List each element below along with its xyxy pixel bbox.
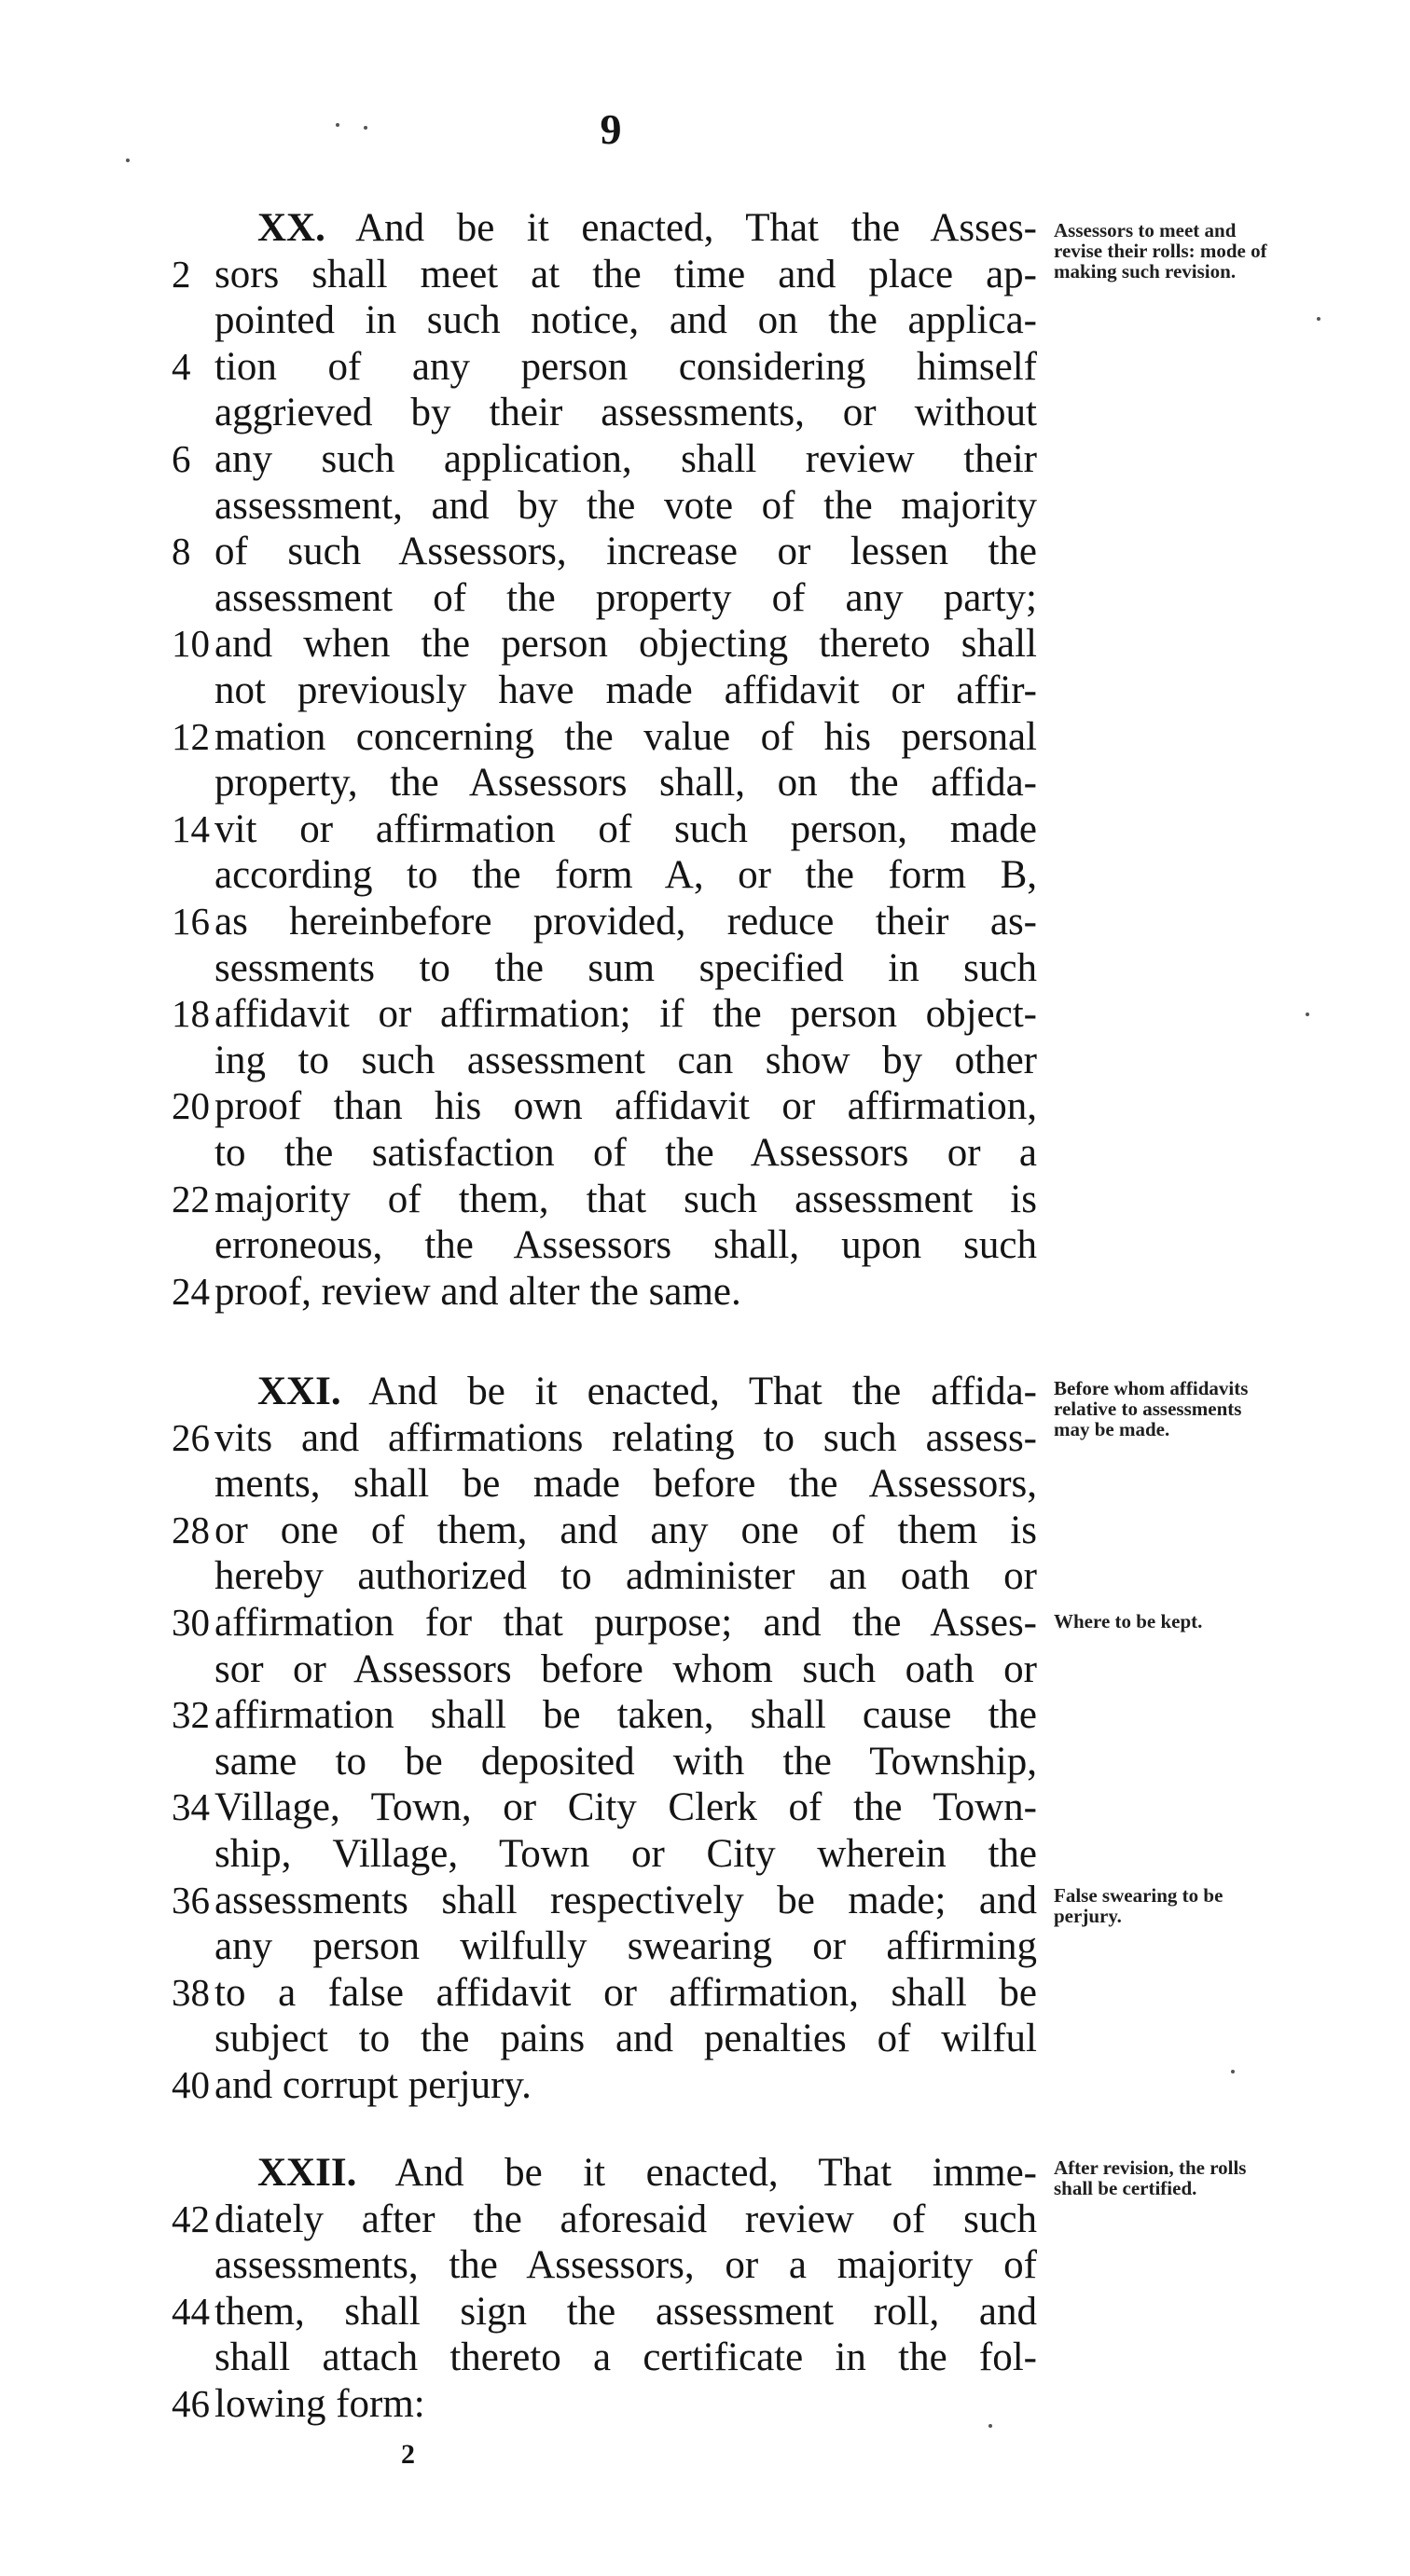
line-text: and corrupt perjury.	[214, 2063, 532, 2107]
text-line	[0, 1970, 1410, 2017]
line-text: shall attach thereto a certificate in the fol-	[214, 2335, 1037, 2380]
line-text: as hereinbefore provided, reduce their as-	[214, 900, 1037, 944]
line-text: affirmation shall be taken, shall cause the	[214, 1693, 1037, 1738]
section-opening-line	[257, 205, 1037, 252]
print-speck	[1317, 317, 1320, 321]
signature-mark: 2	[401, 2439, 415, 2470]
line-text: Village, Town, or City Clerk of the Town-	[214, 1785, 1037, 1830]
line-number: 4	[172, 344, 191, 388]
line-text: ments, shall be made before the Assessors,	[214, 1462, 1037, 1507]
line-text: proof, review and alter the same.	[214, 1269, 741, 1314]
line-text: same to be deposited with the Township,	[214, 1739, 1037, 1784]
text-line	[0, 852, 1410, 899]
print-speck	[336, 123, 339, 127]
text-line	[0, 1177, 1410, 1223]
line-number: 26	[172, 1415, 210, 1459]
line-number: 22	[172, 1177, 210, 1220]
line-text: sessments to the sum specified in such	[214, 945, 1037, 990]
text-line	[0, 2242, 1410, 2289]
margin-note-perjury: False swearing to be perjury.	[1054, 1884, 1223, 1927]
text-line	[0, 1831, 1410, 1878]
line-text: property, the Assessors shall, on the affida-	[214, 761, 1037, 806]
line-number: 38	[172, 1970, 210, 2014]
text-line	[0, 390, 1410, 436]
line-text: And be it enacted, That the Asses-	[325, 206, 1037, 250]
text-line	[0, 2335, 1410, 2381]
line-text: sor or Assessors before whom such oath or	[214, 1646, 1037, 1691]
line-text: And be it enacted, That imme-	[356, 2151, 1037, 2195]
text-line	[0, 1038, 1410, 1084]
margin-note-section-xxi: Before whom affidavits relative to assessments may be made.	[1054, 1377, 1249, 1440]
line-text: assessment of the property of any party;	[214, 575, 1037, 620]
line-number: 18	[172, 992, 210, 1036]
line-text: ship, Village, Town or City wherein the	[214, 1832, 1037, 1876]
text-line	[0, 1083, 1410, 1130]
print-speck	[988, 2424, 992, 2428]
line-text: pointed in such notice, and on the applica-	[214, 298, 1037, 343]
line-number: 14	[172, 806, 210, 850]
line-number: 12	[172, 714, 210, 758]
margin-note-where-kept: Where to be kept.	[1054, 1610, 1203, 1632]
line-text: diately after the aforesaid review of such	[214, 2197, 1037, 2241]
line-text: assessments shall respectively be made; and	[214, 1878, 1037, 1922]
line-text: And be it enacted, That the affida-	[340, 1370, 1037, 1413]
line-number: 32	[172, 1693, 210, 1737]
line-number: 40	[172, 2063, 210, 2106]
text-line	[0, 1461, 1410, 1508]
text-line	[0, 575, 1410, 622]
section-numeral: XXI.	[257, 1370, 341, 1413]
line-text: hereby authorized to administer an oath or	[214, 1554, 1037, 1599]
line-text: affidavit or affirmation; if the person object-	[214, 992, 1037, 1037]
text-line	[0, 2289, 1410, 2335]
line-text: aggrieved by their assessments, or without	[214, 391, 1037, 435]
text-line	[0, 1553, 1410, 1600]
line-number: 10	[172, 622, 210, 666]
text-line	[0, 899, 1410, 945]
text-line	[0, 1508, 1410, 1554]
text-line	[0, 714, 1410, 761]
text-line	[0, 1692, 1410, 1739]
text-line	[0, 1784, 1410, 1831]
line-text: lowing form:	[214, 2382, 425, 2426]
text-line	[0, 621, 1410, 668]
line-text: vits and affirmations relating to such assess-	[214, 1415, 1037, 1460]
section-opening-line	[257, 1369, 1037, 1415]
text-line	[0, 1739, 1410, 1785]
line-number: 16	[172, 900, 210, 943]
text-line	[0, 2062, 1410, 2109]
section-opening-line	[257, 2150, 1037, 2197]
line-text: according to the form A, or the form B,	[214, 853, 1037, 898]
line-text: erroneous, the Assessors shall, upon such	[214, 1223, 1037, 1268]
text-line	[0, 297, 1410, 344]
text-line	[0, 760, 1410, 806]
text-line	[0, 945, 1410, 992]
line-text: not previously have made affidavit or affir-	[214, 668, 1037, 712]
line-text: to a false affidavit or affirmation, shall be	[214, 1970, 1037, 2015]
line-number: 34	[172, 1785, 210, 1829]
text-line	[0, 483, 1410, 530]
section-numeral: XXII.	[257, 2151, 357, 2195]
print-speck	[126, 158, 130, 162]
page-number: 9	[600, 105, 622, 153]
line-number: 20	[172, 1084, 210, 1128]
line-number: 46	[172, 2382, 210, 2425]
line-text: any person wilfully swearing or affirming	[214, 1924, 1037, 1969]
line-number: 8	[172, 530, 191, 573]
line-text: any such application, shall review their	[214, 437, 1037, 481]
line-number: 28	[172, 1508, 210, 1551]
margin-note-section-xx: Assessors to meet and revise their rolls: mode of making such revision.	[1054, 219, 1267, 282]
text-line	[0, 2197, 1410, 2243]
text-line	[0, 991, 1410, 1038]
print-speck	[1231, 2070, 1235, 2073]
line-text: assessments, the Assessors, or a majority of	[214, 2243, 1037, 2288]
section-numeral: XX.	[257, 206, 325, 250]
text-line	[0, 529, 1410, 575]
text-line	[0, 1923, 1410, 1970]
line-number: 44	[172, 2289, 210, 2333]
text-line	[0, 2381, 1410, 2428]
text-line	[0, 344, 1410, 391]
text-line	[0, 436, 1410, 483]
line-text: subject to the pains and penalties of wilful	[214, 2017, 1037, 2061]
line-number: 24	[172, 1269, 210, 1313]
line-text: proof than his own affidavit or affirmation,	[214, 1084, 1037, 1129]
line-text: assessment, and by the vote of the majority	[214, 483, 1037, 528]
line-text: mation concerning the value of his personal	[214, 714, 1037, 759]
line-number: 2	[172, 252, 191, 296]
text-line	[0, 1222, 1410, 1269]
line-text: and when the person objecting thereto shall	[214, 622, 1037, 667]
line-text: affirmation for that purpose; and the Asses-	[214, 1601, 1037, 1645]
line-text: them, shall sign the assessment roll, and	[214, 2289, 1037, 2334]
margin-note-section-xxii: After revision, the rolls shall be certified.	[1054, 2156, 1247, 2199]
line-text: or one of them, and any one of them is	[214, 1508, 1037, 1552]
line-text: of such Assessors, increase or lessen the	[214, 530, 1037, 574]
print-speck	[364, 126, 367, 130]
line-number: 6	[172, 437, 191, 480]
line-text: majority of them, that such assessment is	[214, 1177, 1037, 1221]
text-line	[0, 806, 1410, 853]
line-number: 36	[172, 1878, 210, 1922]
line-text: ing to such assessment can show by other	[214, 1038, 1037, 1082]
line-text: sors shall meet at the time and place ap-	[214, 252, 1037, 296]
line-text: tion of any person considering himself	[214, 344, 1037, 389]
text-line	[0, 1269, 1410, 1316]
line-number: 30	[172, 1601, 210, 1644]
print-speck	[1306, 1012, 1309, 1016]
text-line	[0, 668, 1410, 714]
line-text: vit or affirmation of such person, made	[214, 806, 1037, 851]
line-text: to the satisfaction of the Assessors or a	[214, 1131, 1037, 1175]
text-line	[0, 1130, 1410, 1177]
text-line	[0, 1646, 1410, 1693]
text-line	[0, 2016, 1410, 2062]
line-number: 42	[172, 2197, 210, 2240]
